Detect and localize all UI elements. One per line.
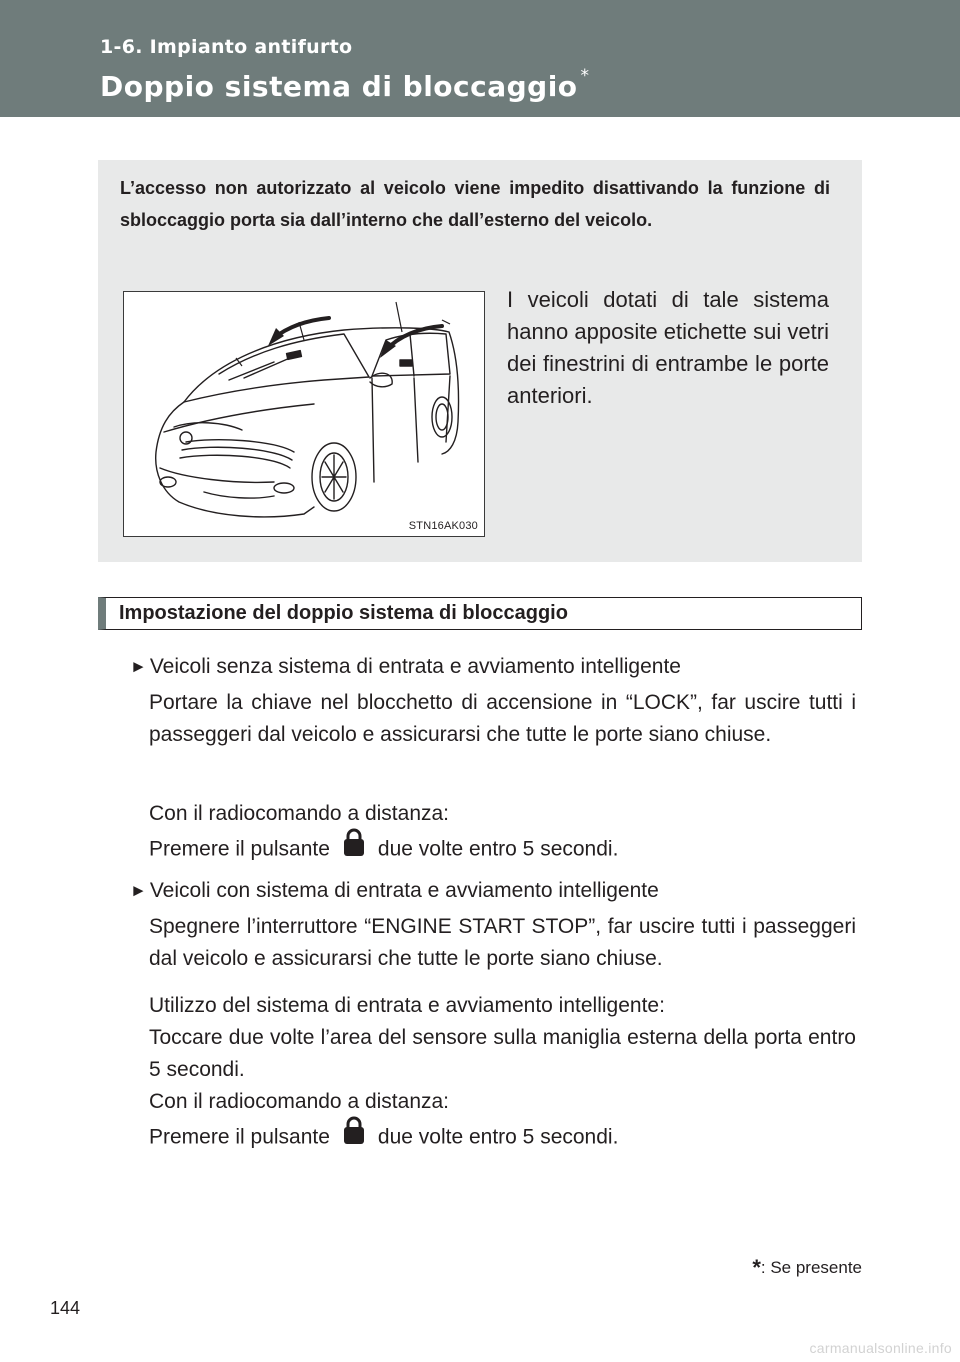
intro-text: L’accesso non autorizzato al veicolo viene impedito disattivando la funzione di sbloccaggio porta sia dall’interno che dall’esterno del veicolo. [120,178,830,230]
press-after-text: due volte entro 5 secondi. [377,837,619,861]
lock-icon [342,1115,366,1155]
press-after-text: due volte entro 5 secondi. [377,1125,619,1149]
smart-entry-label: Utilizzo del sistema di entrata e avviamento intelligente: [149,994,665,1017]
bullet-text: Veicoli senza sistema di entrata e avviamento intelligente [149,655,681,678]
triangle-right-icon: ► [130,657,147,676]
smart-entry-text: Toccare due volte l’area del sensore sulla maniglia esterna della porta entro 5 secondi. [149,1026,856,1081]
press-before-text: Premere il pulsante [149,837,330,861]
car-drawing-icon [124,292,484,536]
footnote-marker: * [752,1255,761,1280]
page-header [0,0,960,117]
press-instruction [149,830,856,870]
bullet-text: Veicoli con sistema di entrata e avviamento intelligente [149,879,659,902]
figure-code: STN16AK030 [408,520,478,532]
paragraph: Portare la chiave nel blocchetto di accensione in “LOCK”, far uscire tutti i passeggeri dal veicolo e assicurarsi che tutte le porte siano chiuse. [149,691,856,746]
press-instruction [149,1118,856,1158]
remote-label: Con il radiocomando a distanza: [149,1090,450,1113]
page-title [100,66,590,103]
triangle-right-icon: ► [130,881,147,900]
section-label: 1-6. Impianto antifurto [100,36,353,58]
car-illustration [123,291,485,537]
paragraph: Spegnere l’interruttore “ENGINE START STOP”, far uscire tutti i passeggeri dal veicolo e assicurarsi che tutte le porte siano chiuse. [149,915,856,970]
page-title-text: Doppio sistema di bloccaggio [100,70,578,103]
sub-heading-text: Impostazione del doppio sistema di bloccaggio [119,602,568,624]
footnote [752,1253,862,1279]
press-before-text: Premere il pulsante [149,1125,330,1149]
figure-caption: I veicoli dotati di tale sistema hanno apposite etichette sui vetri dei finestrini di entrambe le porte anteriori. [507,287,829,408]
page-number: 144 [50,1298,81,1318]
bullet-item-no-smart-entry [130,655,681,679]
watermark: carmanualsonline.info [809,1340,952,1356]
footnote-text: : Se presente [760,1258,862,1277]
sub-heading [98,597,862,630]
remote-label: Con il radiocomando a distanza: [149,802,450,825]
optional-marker: * [580,66,590,86]
bullet-item-smart-entry [130,879,659,903]
lock-icon [342,827,366,867]
